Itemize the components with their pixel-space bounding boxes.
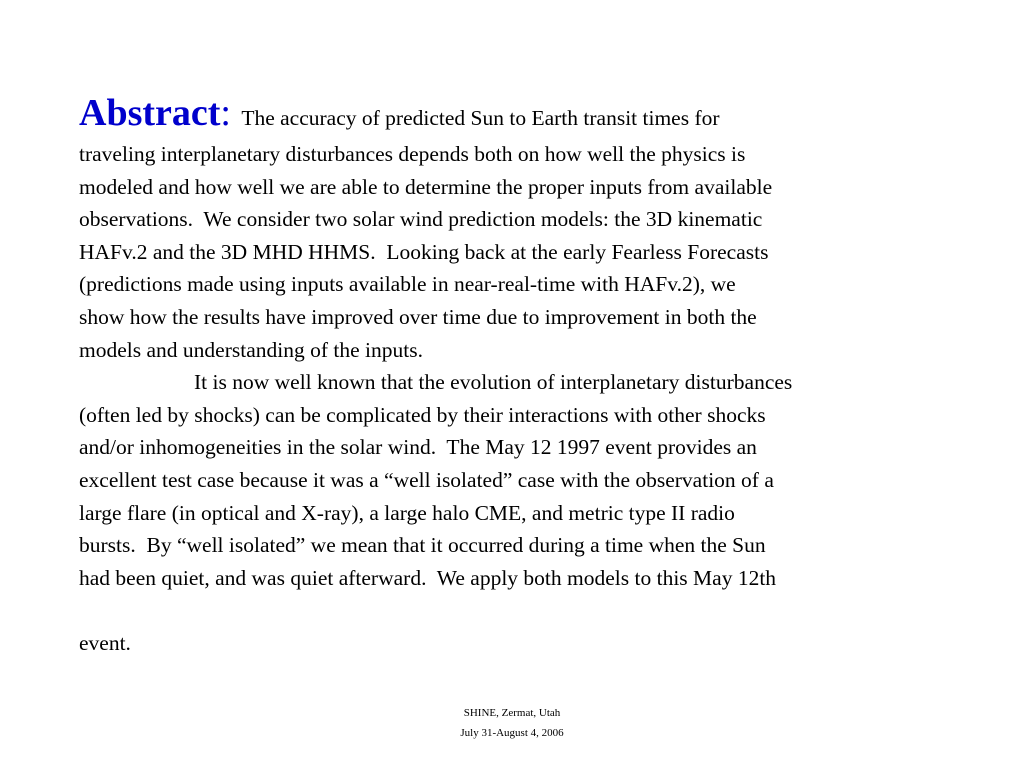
abstract-text-block — [79, 94, 979, 660]
final-line: event. — [79, 630, 131, 655]
paragraph1-line-3: observations. We consider two solar wind prediction models: the 3D kinematic — [79, 207, 763, 232]
paragraph1-line-1: traveling interplanetary disturbances depends both on how well the physics is — [79, 142, 746, 166]
paragraph2-line-6: had been quiet, and was quiet afterward. We apply both models to this May 12th — [79, 565, 777, 590]
paragraph1-line-2: modeled and how well we are able to determine the proper inputs from available — [79, 174, 773, 199]
paragraph2-line-2: and/or inhomogeneities in the solar wind. The May 12 1997 event provides an — [79, 435, 757, 460]
paragraph1-line-7: models and understanding of the inputs. — [79, 337, 423, 362]
paragraph2-line-3: excellent test case because it was a “well isolated” case with the observation of a — [79, 467, 774, 492]
abstract-first-line — [79, 94, 979, 138]
paragraph2-line-0-wrapper — [79, 366, 979, 399]
footer-dates: July 31-August 4, 2006 — [460, 727, 564, 739]
blank-line — [79, 594, 979, 627]
abstract-heading-colon: : — [220, 92, 231, 134]
paragraph2-line-5: bursts. By “well isolated” we mean that it occurred during a time when the Sun — [79, 533, 766, 558]
paragraph2-line-1: (often led by shocks) can be complicated by their interactions with other shocks — [79, 402, 766, 427]
paragraph2-line-4: large flare (in optical and X-ray), a large halo CME, and metric type II radio — [79, 500, 735, 525]
paragraph2-line-0: It is now well known that the evolution of interplanetary disturbances — [194, 370, 793, 395]
abstract-heading — [79, 92, 231, 134]
paragraph1-line-0: The accuracy of predicted Sun to Earth transit times for — [241, 106, 720, 130]
footer-venue: SHINE, Zermat, Utah — [463, 707, 561, 719]
paragraph1-line-5: (predictions made using inputs available in near-real-time with HAFv.2), we — [79, 272, 736, 297]
paragraph1-line-6: show how the results have improved over time due to improvement in both the — [79, 304, 757, 329]
abstract-heading-word: Abstract — [79, 92, 221, 134]
paragraph1-line-4: HAFv.2 and the 3D MHD HHMS. Looking back at the early Fearless Forecasts — [79, 239, 769, 264]
